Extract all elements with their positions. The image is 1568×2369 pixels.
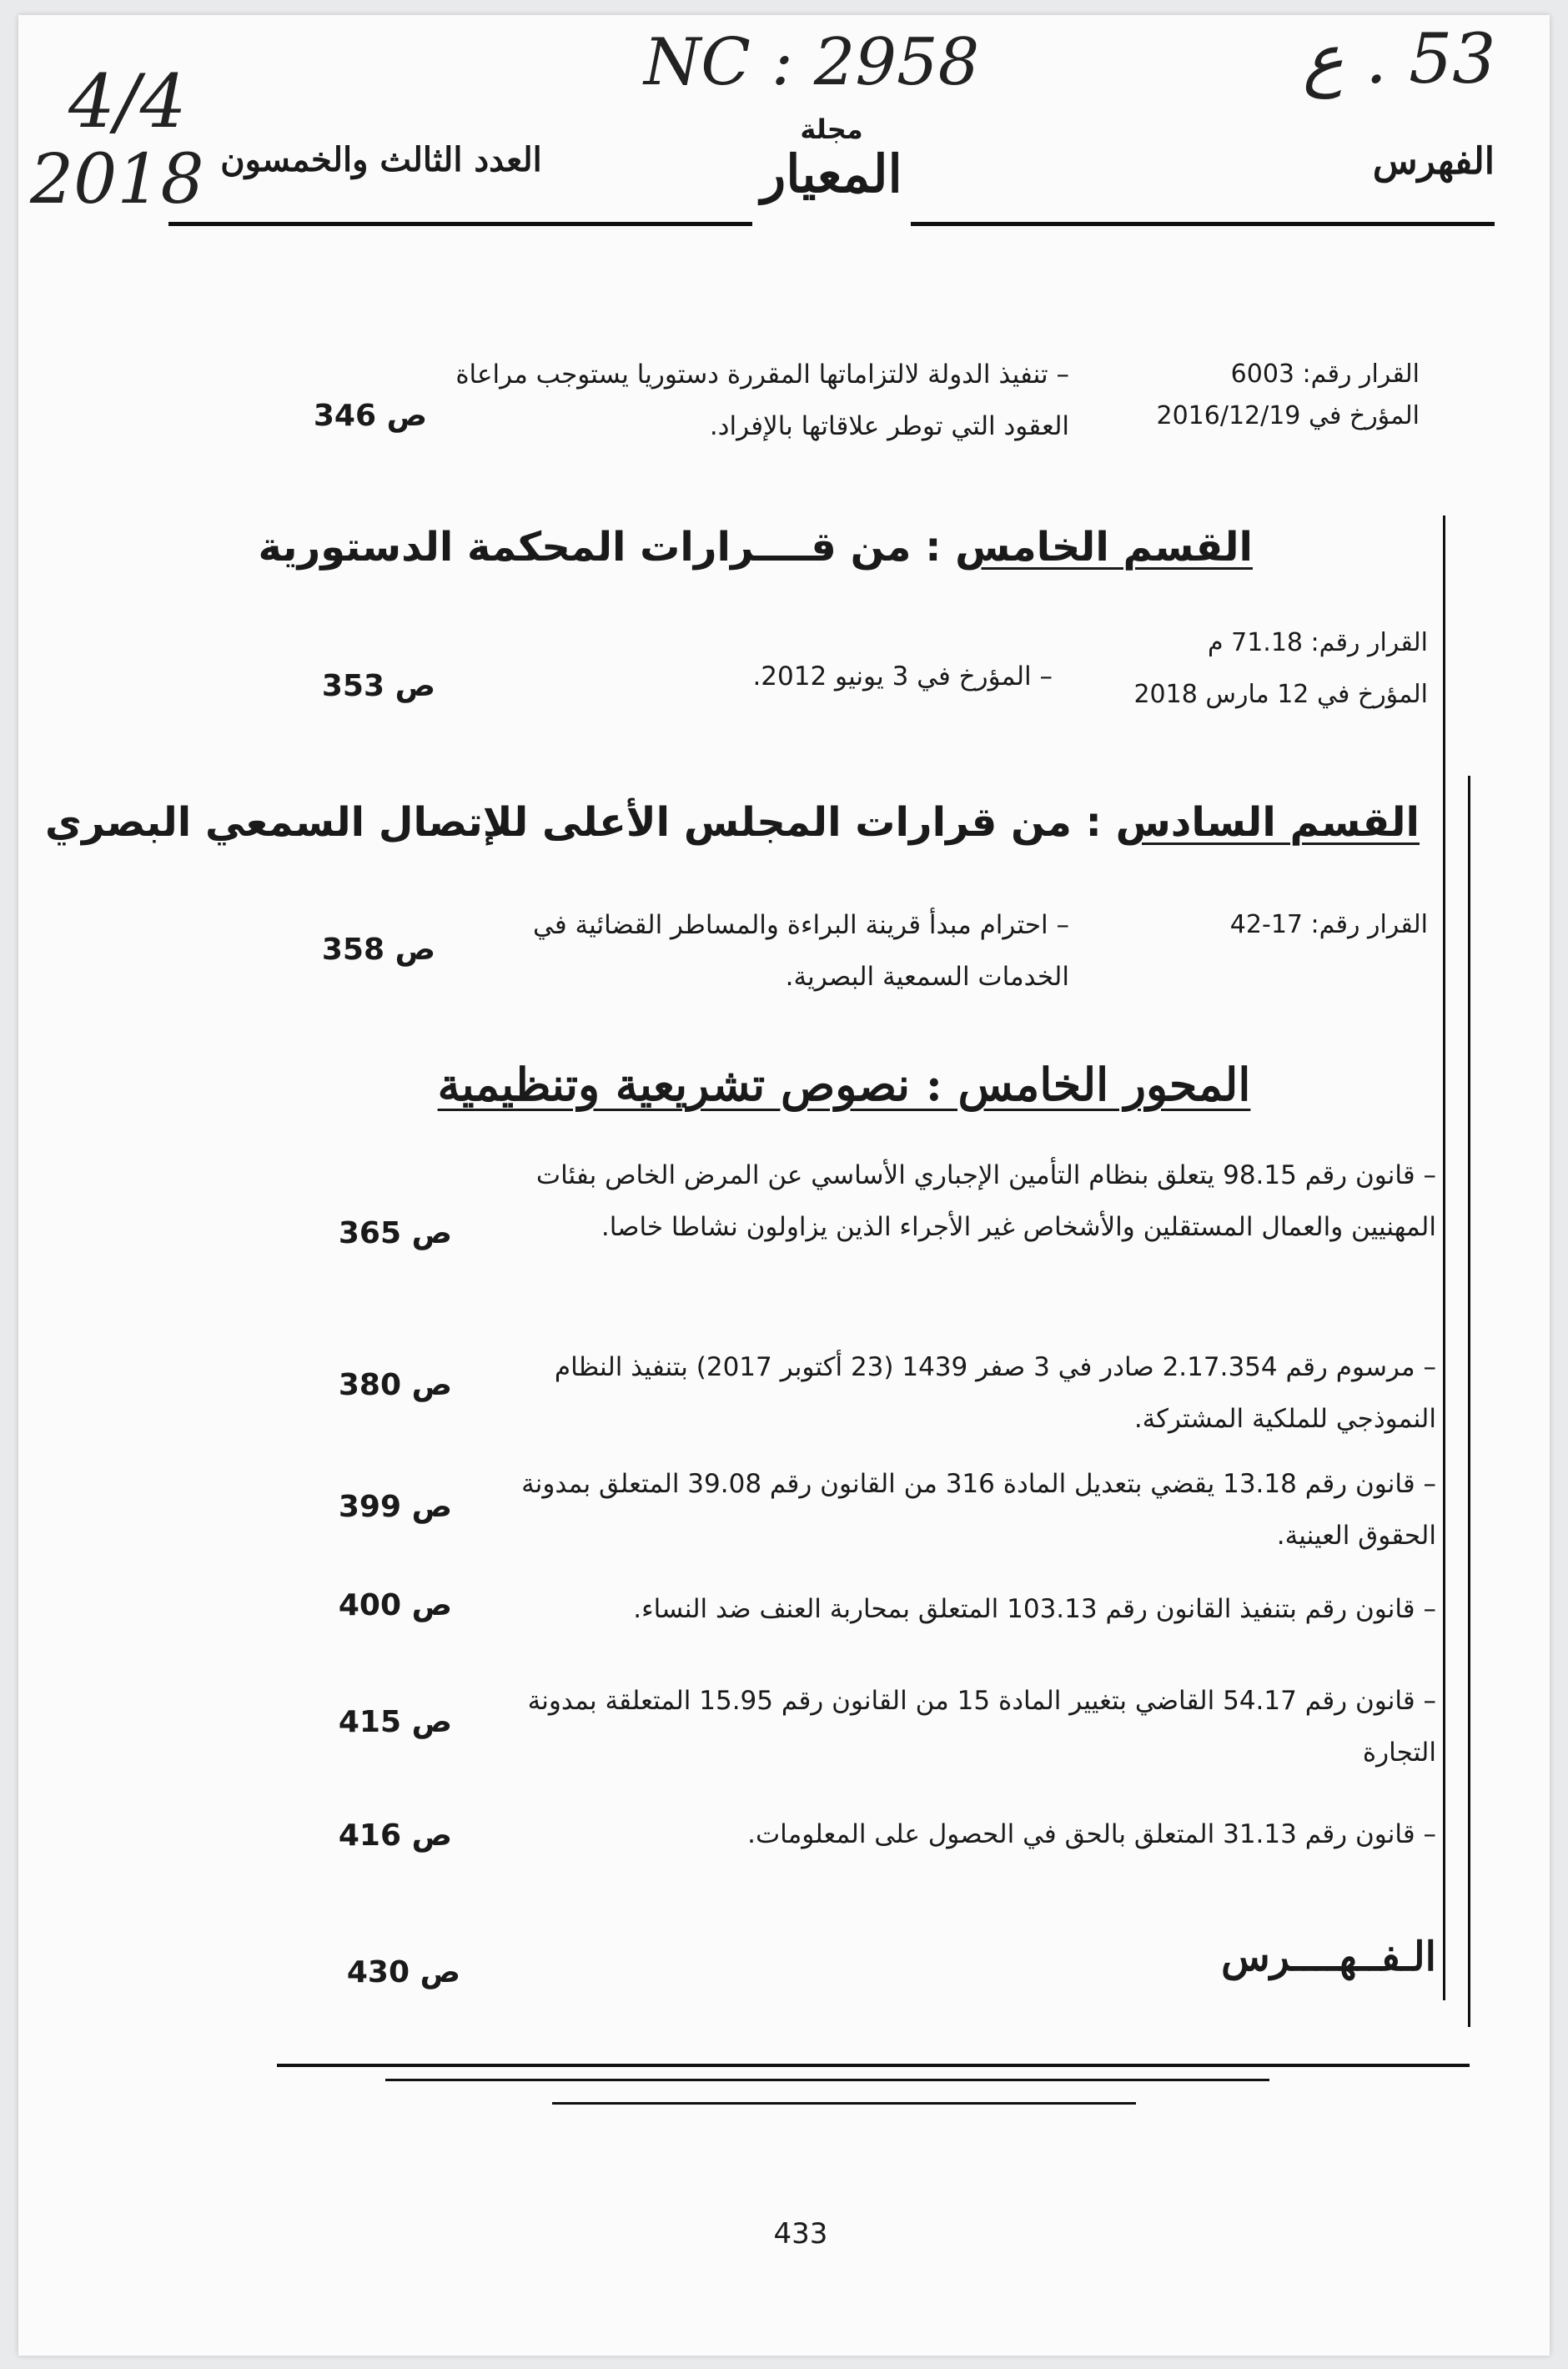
- section6-vertical-rule: [1468, 776, 1470, 2027]
- section-vertical-rule: [1443, 516, 1445, 2000]
- section6-text: – احترام مبدأ قرينة البراءة والمساطر القضائية في الخدمات السمعية البصرية.: [533, 910, 1069, 992]
- logo-small-text: مجلة: [800, 113, 863, 145]
- section5-page: ص 353: [321, 669, 435, 703]
- footer-rule-3: [552, 2102, 1136, 2105]
- entry1-decision-date: المؤرخ في 2016/12/19: [1156, 401, 1420, 430]
- section6-title: القسم السادس: [1115, 799, 1420, 846]
- footer-rule-1: [277, 2064, 1470, 2067]
- axis5-item-2-page: ص 380: [338, 1368, 452, 1402]
- section5-subtitle: : من قــــرارات المحكمة الدستورية: [258, 524, 942, 571]
- entry1-decision-number: القرار رقم: 6003: [1230, 360, 1420, 389]
- entry1-text: – تنفيذ الدولة لالتزاماتها المقررة دستوريا يستوجب مراعاة العقود التي توطر علاقاتها بالإفراد.: [455, 360, 1069, 441]
- axis5-item-6-text: – قانون رقم 31.13 المتعلق بالحق في الحصول على المعلومات.: [747, 1819, 1436, 1849]
- section6-page: ص 358: [321, 933, 435, 967]
- entry1-page: ص 346: [313, 399, 427, 433]
- section6-heading: [45, 799, 1420, 846]
- footer-rule-2: [385, 2079, 1269, 2081]
- header-index-title: الفهرس: [1372, 140, 1495, 183]
- handwritten-fraction: 4/4: [68, 58, 187, 144]
- axis5-title: المحور الخامس : نصوص تشريعية وتنظيمية: [437, 1058, 1251, 1111]
- section5-text: – المؤرخ في 3 يونيو 2012.: [752, 661, 1053, 692]
- index-label: الـفــهــــرس: [1221, 1934, 1436, 1980]
- journal-logo: [752, 113, 911, 204]
- handwritten-ref-code: NC : 2958: [644, 25, 980, 100]
- section5-heading: [258, 524, 1253, 571]
- axis5-item-6-page: ص 416: [338, 1818, 452, 1853]
- index-page: ص 430: [346, 1955, 460, 1989]
- axis5-item-3-text: – قانون رقم 13.18 يقضي بتعديل المادة 316 من القانون رقم 39.08 المتعلق بمدونة الحقوق العينية.: [521, 1469, 1436, 1551]
- section6-subtitle: : من قرارات المجلس الأعلى للإتصال السمعي البصري: [45, 799, 1102, 846]
- handwritten-tag: 53 . ع: [1303, 20, 1496, 99]
- axis5-item-4-page: ص 400: [338, 1588, 452, 1622]
- axis5-item-1-text: – قانون رقم 98.15 يتعلق بنظام التأمين الإجباري الأساسي عن المرض الخاص بفئات المهنيين والعمال المستقلين والأشخاص غير الأجراء الذين يزاولون نشاطا خاصا.: [535, 1160, 1436, 1242]
- axis5-item-1-page: ص 365: [338, 1216, 452, 1250]
- axis5-item-2-text: – مرسوم رقم 2.17.354 صادر في 3 صفر 1439 (23 أكتوبر 2017) بتنفيذ النظام النموذجي للملكية المشتركة.: [554, 1352, 1436, 1434]
- section5-title: القسم الخامس: [955, 524, 1253, 571]
- header-issue-title: العدد الثالث والخمسون: [220, 140, 542, 179]
- section6-decision-number: القرار رقم: 17-42: [1229, 910, 1428, 939]
- header-rule-right: [911, 222, 1495, 226]
- header-rule-left: [168, 222, 752, 226]
- logo-big-text: المعيار: [761, 143, 902, 204]
- axis5-item-5-text: – قانون رقم 54.17 القاضي بتغيير المادة 15 من القانون رقم 15.95 المتعلقة بمدونة التجارة: [527, 1686, 1436, 1768]
- axis5-item-3-page: ص 399: [338, 1490, 452, 1524]
- page-number: 433: [773, 2217, 828, 2251]
- document-page: [18, 15, 1550, 2356]
- handwritten-year: 2018: [30, 140, 204, 219]
- section5-decision-number: القرار رقم: 71.18 م: [1207, 628, 1428, 657]
- section5-decision-date: المؤرخ في 12 مارس 2018: [1133, 680, 1428, 709]
- axis5-item-5-page: ص 415: [338, 1705, 452, 1739]
- axis5-item-4-text: – قانون رقم بتنفيذ القانون رقم 103.13 المتعلق بمحاربة العنف ضد النساء.: [633, 1594, 1436, 1624]
